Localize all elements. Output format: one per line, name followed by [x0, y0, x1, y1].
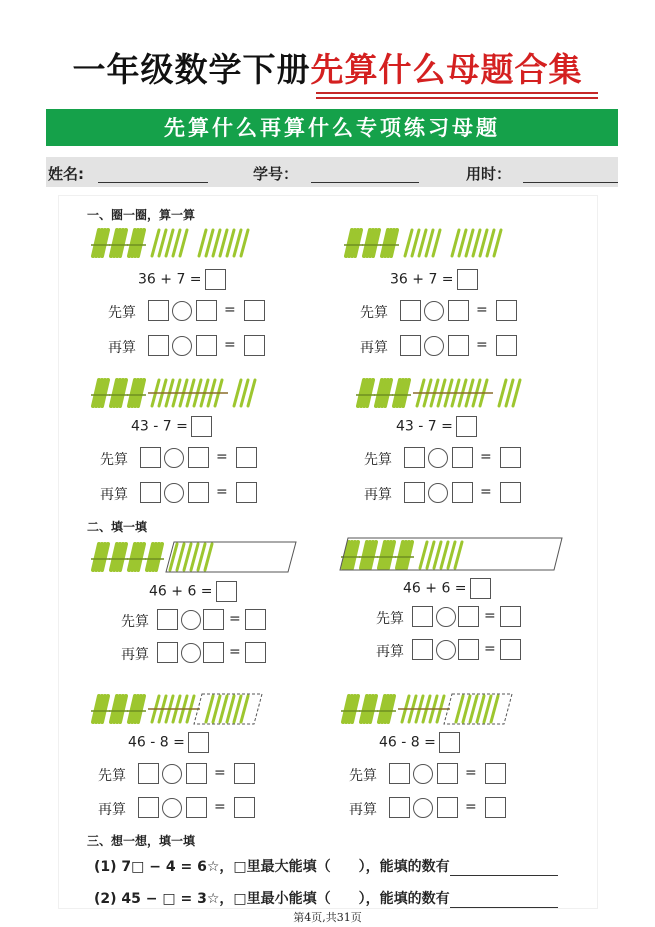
- operator-circle[interactable]: [181, 643, 201, 663]
- single-stick: [205, 544, 212, 570]
- operator-circle[interactable]: [181, 610, 201, 630]
- answer-box[interactable]: [457, 269, 478, 290]
- single-stick: [433, 230, 440, 256]
- single-stick: [427, 542, 434, 568]
- page-footer: 第4页,共31页: [293, 911, 362, 924]
- single-stick: [166, 230, 173, 256]
- single-stick: [420, 542, 427, 568]
- single-stick: [199, 230, 206, 256]
- operator-circle[interactable]: [436, 640, 456, 660]
- number-box[interactable]: [157, 609, 178, 630]
- number-box[interactable]: [186, 763, 207, 784]
- operator-circle[interactable]: [424, 336, 444, 356]
- stick-bundle: [359, 542, 378, 568]
- operator-circle[interactable]: [162, 798, 182, 818]
- answer-box[interactable]: [205, 269, 226, 290]
- single-stick: [198, 544, 205, 570]
- problem-equation: 46 - 8 =: [379, 732, 460, 753]
- sticks-illustration: [343, 226, 573, 260]
- answer-box[interactable]: [439, 732, 460, 753]
- stick-bundle: [127, 696, 146, 722]
- single-stick: [241, 696, 248, 722]
- single-stick: [241, 380, 248, 406]
- result-box[interactable]: [496, 300, 517, 321]
- stick-bundle: [344, 230, 363, 256]
- student-info-bar: [46, 157, 618, 187]
- number-box[interactable]: [148, 335, 169, 356]
- name-field[interactable]: [98, 182, 208, 183]
- result-box[interactable]: [236, 482, 257, 503]
- number-box[interactable]: [138, 763, 159, 784]
- stick-bundle: [127, 230, 146, 256]
- title-underline: [316, 92, 598, 94]
- stick-bundle: [380, 230, 399, 256]
- sticks-illustration: [90, 376, 320, 410]
- id-label: 学号：: [253, 165, 299, 183]
- title-red-part: 先算什么母题合集: [310, 50, 583, 89]
- number-box[interactable]: [188, 447, 209, 468]
- time-field[interactable]: [523, 182, 618, 183]
- number-box[interactable]: [448, 300, 469, 321]
- result-box[interactable]: [236, 447, 257, 468]
- id-field[interactable]: [311, 182, 419, 183]
- section-heading-2: 二、填一填: [87, 520, 148, 534]
- number-box[interactable]: [458, 606, 479, 627]
- stick-bundle: [109, 544, 128, 570]
- operator-circle[interactable]: [413, 798, 433, 818]
- question-2: (2) 45 − □ = 3☆，□里最小能填（ ），能填的数有: [94, 888, 558, 908]
- answer-box[interactable]: [456, 416, 477, 437]
- stick-bundle: [91, 230, 110, 256]
- stick-bundle: [392, 380, 411, 406]
- number-box[interactable]: [458, 639, 479, 660]
- single-stick: [480, 230, 487, 256]
- result-box[interactable]: [500, 482, 521, 503]
- number-box[interactable]: [404, 447, 425, 468]
- stick-bundle: [377, 696, 396, 722]
- section-heading-1: 一、圈一圈，算一算: [87, 208, 196, 222]
- answer-blank[interactable]: [450, 893, 558, 908]
- sticks-illustration: [90, 692, 320, 726]
- problem-equation: 43 - 7 =: [396, 416, 477, 437]
- operator-circle[interactable]: [162, 764, 182, 784]
- number-box[interactable]: [452, 447, 473, 468]
- time-label: 用时：: [466, 165, 512, 183]
- single-stick: [448, 542, 455, 568]
- single-stick: [152, 230, 159, 256]
- number-box[interactable]: [196, 335, 217, 356]
- stick-bundle: [341, 696, 360, 722]
- single-stick: [484, 696, 491, 722]
- answer-blank[interactable]: [450, 861, 558, 876]
- single-stick: [459, 230, 466, 256]
- single-stick: [473, 230, 480, 256]
- result-box[interactable]: [485, 763, 506, 784]
- answer-box[interactable]: [188, 732, 209, 753]
- stick-bundle: [91, 544, 110, 570]
- single-stick: [477, 696, 484, 722]
- single-stick: [412, 230, 419, 256]
- single-stick: [220, 696, 227, 722]
- single-stick: [241, 230, 248, 256]
- stick-bundle: [109, 230, 128, 256]
- number-box[interactable]: [448, 335, 469, 356]
- operator-circle[interactable]: [164, 483, 184, 503]
- problem-equation: 46 + 6 =: [149, 581, 237, 602]
- stick-bundle: [359, 696, 378, 722]
- result-box[interactable]: [496, 335, 517, 356]
- number-box[interactable]: [188, 482, 209, 503]
- single-stick: [419, 230, 426, 256]
- operator-circle[interactable]: [428, 483, 448, 503]
- operator-circle[interactable]: [172, 336, 192, 356]
- stick-bundle: [356, 380, 375, 406]
- single-stick: [463, 696, 470, 722]
- page-title: [0, 44, 655, 91]
- section-heading-3: 三、想一想，填一填: [87, 834, 196, 848]
- single-stick: [491, 696, 498, 722]
- number-box[interactable]: [186, 797, 207, 818]
- stick-bundle: [362, 230, 381, 256]
- number-box[interactable]: [140, 447, 161, 468]
- number-box[interactable]: [157, 642, 178, 663]
- stick-bundle: [109, 696, 128, 722]
- operator-circle[interactable]: [164, 448, 184, 468]
- result-box[interactable]: [245, 642, 266, 663]
- single-stick: [184, 544, 191, 570]
- answer-box[interactable]: [191, 416, 212, 437]
- answer-box[interactable]: [470, 578, 491, 599]
- single-stick: [177, 544, 184, 570]
- number-box[interactable]: [400, 335, 421, 356]
- number-box[interactable]: [452, 482, 473, 503]
- name-label: 姓名:: [48, 165, 84, 183]
- single-stick: [494, 230, 501, 256]
- single-stick: [470, 696, 477, 722]
- single-stick: [499, 380, 506, 406]
- operator-circle[interactable]: [413, 764, 433, 784]
- single-stick: [173, 230, 180, 256]
- stick-bundle: [395, 542, 414, 568]
- stick-bundle: [377, 542, 396, 568]
- single-stick: [159, 230, 166, 256]
- number-box[interactable]: [148, 300, 169, 321]
- number-box[interactable]: [203, 642, 224, 663]
- sticks-illustration: [340, 538, 570, 572]
- operator-circle[interactable]: [424, 301, 444, 321]
- operator-circle[interactable]: [428, 448, 448, 468]
- stick-bundle: [91, 696, 110, 722]
- number-box[interactable]: [389, 797, 410, 818]
- single-stick: [206, 696, 213, 722]
- single-stick: [506, 380, 513, 406]
- sticks-illustration: [340, 692, 570, 726]
- single-stick: [227, 230, 234, 256]
- problem-equation: 43 - 7 =: [131, 416, 212, 437]
- stick-bundle: [127, 380, 146, 406]
- sticks-illustration: [90, 540, 320, 574]
- single-stick: [455, 542, 462, 568]
- number-box[interactable]: [389, 763, 410, 784]
- sticks-illustration: [90, 226, 320, 260]
- result-box[interactable]: [244, 335, 265, 356]
- single-stick: [213, 696, 220, 722]
- single-stick: [220, 230, 227, 256]
- result-box[interactable]: [234, 763, 255, 784]
- single-stick: [466, 230, 473, 256]
- number-box[interactable]: [196, 300, 217, 321]
- single-stick: [206, 230, 213, 256]
- operator-circle[interactable]: [436, 607, 456, 627]
- single-stick: [227, 696, 234, 722]
- result-box[interactable]: [485, 797, 506, 818]
- single-stick: [213, 230, 220, 256]
- single-stick: [513, 380, 520, 406]
- problem-equation: 46 + 6 =: [403, 578, 491, 599]
- single-stick: [234, 696, 241, 722]
- number-box[interactable]: [437, 763, 458, 784]
- stick-bundle: [91, 380, 110, 406]
- problem-equation: 36 + 7 =: [138, 269, 226, 290]
- stick-bundle: [374, 380, 393, 406]
- answer-box[interactable]: [216, 581, 237, 602]
- single-stick: [441, 542, 448, 568]
- problem-equation: 46 - 8 =: [128, 732, 209, 753]
- single-stick: [170, 544, 177, 570]
- number-box[interactable]: [140, 482, 161, 503]
- result-box[interactable]: [500, 639, 521, 660]
- stick-bundle: [109, 380, 128, 406]
- number-box[interactable]: [138, 797, 159, 818]
- result-box[interactable]: [244, 300, 265, 321]
- single-stick: [487, 230, 494, 256]
- result-box[interactable]: [234, 797, 255, 818]
- single-stick: [405, 230, 412, 256]
- number-box[interactable]: [400, 300, 421, 321]
- result-box[interactable]: [500, 447, 521, 468]
- number-box[interactable]: [203, 609, 224, 630]
- stick-bundle: [127, 544, 146, 570]
- question-1: (1) 7□ − 4 = 6☆，□里最大能填（ ），能填的数有: [94, 856, 558, 876]
- single-stick: [234, 230, 241, 256]
- section-banner: 先算什么再算什么专项练习母题: [46, 109, 618, 146]
- single-stick: [426, 230, 433, 256]
- single-stick: [234, 380, 241, 406]
- stick-bundle: [145, 544, 164, 570]
- sticks-illustration: [355, 376, 585, 410]
- number-box[interactable]: [412, 606, 433, 627]
- result-box[interactable]: [245, 609, 266, 630]
- single-stick: [248, 380, 255, 406]
- single-stick: [180, 230, 187, 256]
- number-box[interactable]: [412, 639, 433, 660]
- result-box[interactable]: [500, 606, 521, 627]
- single-stick: [434, 542, 441, 568]
- title-black-part: 一年级数学下册: [72, 50, 311, 89]
- single-stick: [452, 230, 459, 256]
- operator-circle[interactable]: [172, 301, 192, 321]
- single-stick: [191, 544, 198, 570]
- number-box[interactable]: [404, 482, 425, 503]
- number-box[interactable]: [437, 797, 458, 818]
- single-stick: [456, 696, 463, 722]
- problem-equation: 36 + 7 =: [390, 269, 478, 290]
- title-underline: [316, 97, 598, 99]
